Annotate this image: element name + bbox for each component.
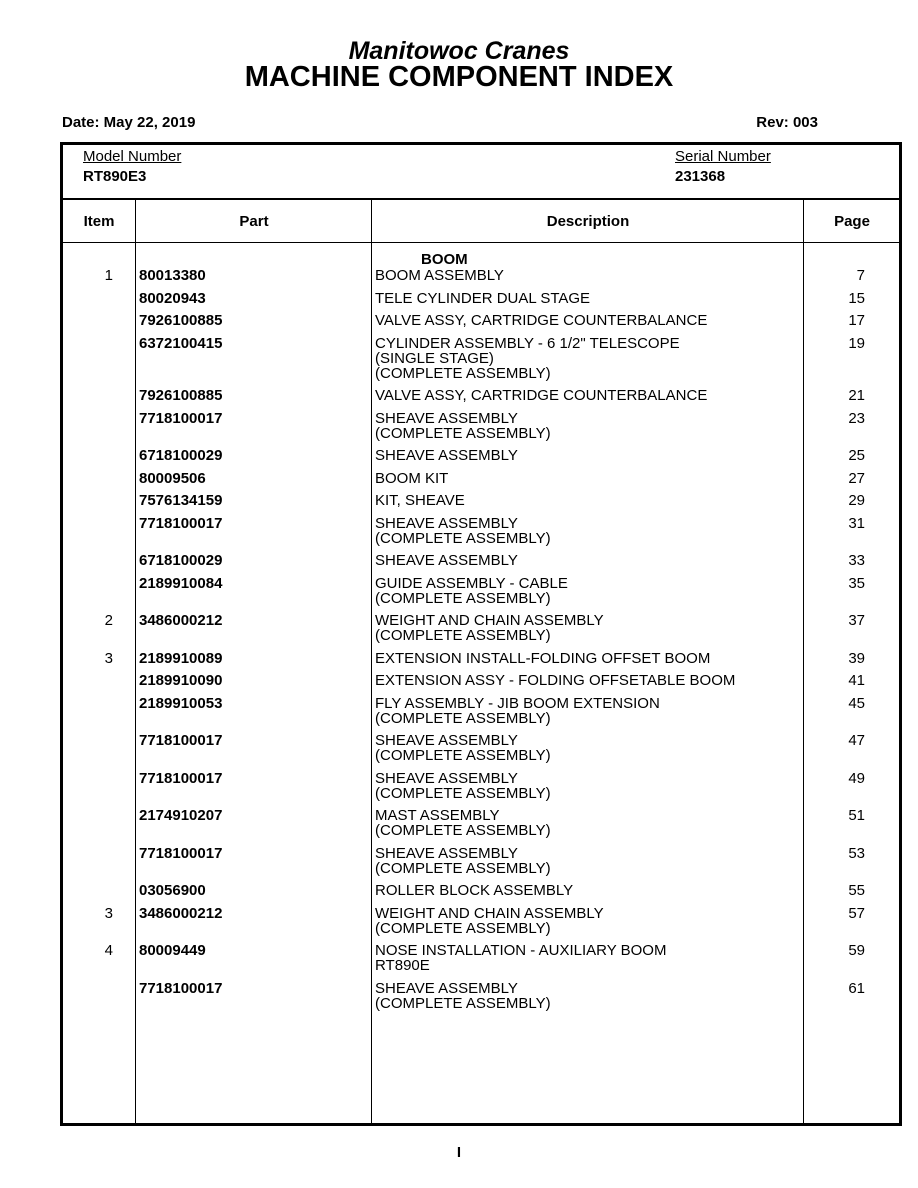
page-reference: 21 xyxy=(848,387,865,404)
page-reference: 25 xyxy=(848,447,865,464)
part-description xyxy=(375,883,573,898)
description-line: SHEAVE ASSEMBLY xyxy=(375,447,518,464)
part-number: 7718100017 xyxy=(139,769,223,787)
page-reference: 47 xyxy=(848,732,865,749)
part-description xyxy=(375,471,448,486)
description-line: ROLLER BLOCK ASSEMBLY xyxy=(375,882,574,899)
description-line: SHEAVE ASSEMBLY xyxy=(375,769,518,787)
description-line: (COMPLETE ASSEMBLY) xyxy=(375,709,551,727)
item-number: 3 xyxy=(104,904,113,922)
page-reference: 45 xyxy=(848,694,865,712)
description-line: BOOM KIT xyxy=(375,469,449,487)
part-description xyxy=(375,613,604,643)
page-reference: 41 xyxy=(848,672,865,689)
page-reference: 31 xyxy=(848,514,865,532)
page-reference: 49 xyxy=(848,769,865,787)
part-description xyxy=(375,696,660,726)
table-row xyxy=(63,808,899,846)
part-description xyxy=(375,808,551,838)
part-description xyxy=(375,493,465,508)
table-row xyxy=(63,411,899,449)
part-number: 7718100017 xyxy=(139,844,223,862)
page-reference: 35 xyxy=(848,574,865,592)
description-line: SHEAVE ASSEMBLY xyxy=(375,844,518,862)
description-line: (COMPLETE ASSEMBLY) xyxy=(375,424,551,442)
part-number: 2189910053 xyxy=(139,694,223,712)
part-description xyxy=(375,733,551,763)
part-number: 7718100017 xyxy=(139,409,223,427)
page-reference: 29 xyxy=(848,492,865,509)
part-description xyxy=(375,943,666,973)
table-row xyxy=(63,448,899,471)
part-description xyxy=(375,651,710,666)
description-line: (COMPLETE ASSEMBLY) xyxy=(375,627,551,644)
description-line: FLY ASSEMBLY - JIB BOOM EXTENSION xyxy=(375,694,660,712)
part-description xyxy=(375,981,551,1011)
table-body xyxy=(63,252,899,1018)
item-number: 1 xyxy=(104,267,113,284)
table-row xyxy=(63,576,899,614)
page-reference: 37 xyxy=(848,612,865,629)
page-reference: 19 xyxy=(848,334,865,352)
item-number: 4 xyxy=(104,942,113,959)
description-line: (SINGLE STAGE) xyxy=(375,349,494,367)
part-description xyxy=(375,411,551,441)
part-description xyxy=(375,313,707,328)
table-row xyxy=(63,673,899,696)
description-line: VALVE ASSY, CARTRIDGE COUNTERBALANCE xyxy=(375,387,708,404)
section-heading xyxy=(63,252,899,268)
description-line: SHEAVE ASSEMBLY xyxy=(375,552,518,569)
description-line: (COMPLETE ASSEMBLY) xyxy=(375,859,551,877)
table-row xyxy=(63,906,899,944)
part-number: 7926100885 xyxy=(139,387,223,404)
table-row xyxy=(63,388,899,411)
part-description xyxy=(375,291,590,306)
page-reference: 55 xyxy=(848,882,865,899)
column-header-row xyxy=(63,200,899,243)
model-serial-header xyxy=(63,145,899,200)
part-description xyxy=(375,771,551,801)
item-number: 3 xyxy=(104,649,113,667)
description-line: (COMPLETE ASSEMBLY) xyxy=(375,994,551,1012)
description-line: SHEAVE ASSEMBLY xyxy=(375,732,518,749)
description-line: SHEAVE ASSEMBLY xyxy=(375,979,518,997)
table-row xyxy=(63,471,899,494)
description-line: NOSE INSTALLATION - AUXILIARY BOOM xyxy=(375,942,667,959)
table-row xyxy=(63,883,899,906)
page-reference: 59 xyxy=(848,942,865,959)
table-row xyxy=(63,336,899,389)
part-number: 2189910089 xyxy=(139,649,223,667)
column-header-page: Page xyxy=(834,213,870,230)
part-description xyxy=(375,846,551,876)
part-number: 03056900 xyxy=(139,882,206,899)
description-line: MAST ASSEMBLY xyxy=(375,807,500,824)
description-line: (COMPLETE ASSEMBLY) xyxy=(375,919,551,937)
table-row xyxy=(63,613,899,651)
part-number: 7576134159 xyxy=(139,492,223,509)
page-reference: 61 xyxy=(848,979,865,997)
part-number: 3486000212 xyxy=(139,612,223,629)
part-number: 2174910207 xyxy=(139,807,223,824)
table-row xyxy=(63,516,899,554)
part-number: 3486000212 xyxy=(139,904,223,922)
part-number: 7718100017 xyxy=(139,514,223,532)
table-row xyxy=(63,846,899,884)
page-number: I xyxy=(456,1144,462,1161)
description-line: KIT, SHEAVE xyxy=(375,492,465,509)
item-number: 2 xyxy=(104,612,113,629)
part-number: 6718100029 xyxy=(139,552,223,569)
description-line: VALVE ASSY, CARTRIDGE COUNTERBALANCE xyxy=(375,312,708,329)
section-heading-label: BOOM xyxy=(421,251,468,268)
description-line: WEIGHT AND CHAIN ASSEMBLY xyxy=(375,904,604,922)
serial-number-label: Serial Number xyxy=(675,148,771,165)
page-reference: 7 xyxy=(856,267,865,284)
description-line: WEIGHT AND CHAIN ASSEMBLY xyxy=(375,612,604,629)
table-row xyxy=(63,313,899,336)
part-description xyxy=(375,336,680,381)
part-description xyxy=(375,553,518,568)
page-reference: 57 xyxy=(848,904,865,922)
page-reference: 15 xyxy=(848,289,865,307)
page-title: MACHINE COMPONENT INDEX xyxy=(244,61,674,93)
part-number: 80020943 xyxy=(139,289,206,307)
page-reference: 33 xyxy=(848,552,865,569)
part-description xyxy=(375,906,604,936)
page-reference: 51 xyxy=(848,807,865,824)
part-description xyxy=(375,673,735,688)
part-number: 6372100415 xyxy=(139,334,223,352)
part-number: 80009449 xyxy=(139,942,206,959)
part-description xyxy=(375,576,568,606)
table-row xyxy=(63,553,899,576)
description-line: RT890E xyxy=(375,957,430,974)
table-row xyxy=(63,943,899,981)
column-header-item: Item xyxy=(83,213,115,230)
part-description xyxy=(375,448,518,463)
revision-label: Rev: 003 xyxy=(756,114,818,131)
description-line: (COMPLETE ASSEMBLY) xyxy=(375,589,551,607)
part-number: 80009506 xyxy=(139,469,206,487)
description-line: EXTENSION INSTALL-FOLDING OFFSET BOOM xyxy=(375,649,711,667)
table-row xyxy=(63,291,899,314)
serial-number-value: 231368 xyxy=(675,168,726,185)
date-label: Date: May 22, 2019 xyxy=(62,114,196,131)
column-header-part: Part xyxy=(239,213,269,230)
part-number: 80013380 xyxy=(139,267,206,284)
column-header-description: Description xyxy=(546,213,630,230)
part-number: 7718100017 xyxy=(139,979,223,997)
description-line: SHEAVE ASSEMBLY xyxy=(375,409,518,427)
description-line: (COMPLETE ASSEMBLY) xyxy=(375,822,551,839)
table-row xyxy=(63,733,899,771)
page-reference: 39 xyxy=(848,649,865,667)
page-reference: 27 xyxy=(848,469,865,487)
model-number-label: Model Number xyxy=(83,148,182,165)
part-number: 6718100029 xyxy=(139,447,223,464)
description-line: SHEAVE ASSEMBLY xyxy=(375,514,518,532)
description-line: (COMPLETE ASSEMBLY) xyxy=(375,747,551,764)
table-row xyxy=(63,268,899,291)
table-row xyxy=(63,651,899,674)
table-row xyxy=(63,981,899,1019)
description-line: (COMPLETE ASSEMBLY) xyxy=(375,364,551,382)
description-line: (COMPLETE ASSEMBLY) xyxy=(375,529,551,547)
component-index-table xyxy=(60,142,902,1126)
part-number: 7718100017 xyxy=(139,732,223,749)
part-number: 2189910084 xyxy=(139,574,223,592)
table-row xyxy=(63,696,899,734)
description-line: TELE CYLINDER DUAL STAGE xyxy=(375,289,591,307)
part-description xyxy=(375,516,551,546)
brand-title: Manitowoc Cranes xyxy=(348,37,570,65)
part-number: 7926100885 xyxy=(139,312,223,329)
table-row xyxy=(63,771,899,809)
description-line: (COMPLETE ASSEMBLY) xyxy=(375,784,551,802)
model-number-value: RT890E3 xyxy=(83,168,147,185)
page-reference: 17 xyxy=(848,312,865,329)
part-description xyxy=(375,268,504,283)
description-line: GUIDE ASSEMBLY - CABLE xyxy=(375,574,568,592)
description-line: CYLINDER ASSEMBLY - 6 1/2" TELESCOPE xyxy=(375,334,680,352)
table-row xyxy=(63,493,899,516)
description-line: EXTENSION ASSY - FOLDING OFFSETABLE BOOM xyxy=(375,672,736,689)
part-description xyxy=(375,388,707,403)
description-line: BOOM ASSEMBLY xyxy=(375,267,504,284)
part-number: 2189910090 xyxy=(139,672,223,689)
page-reference: 53 xyxy=(848,844,865,862)
page-reference: 23 xyxy=(848,409,865,427)
